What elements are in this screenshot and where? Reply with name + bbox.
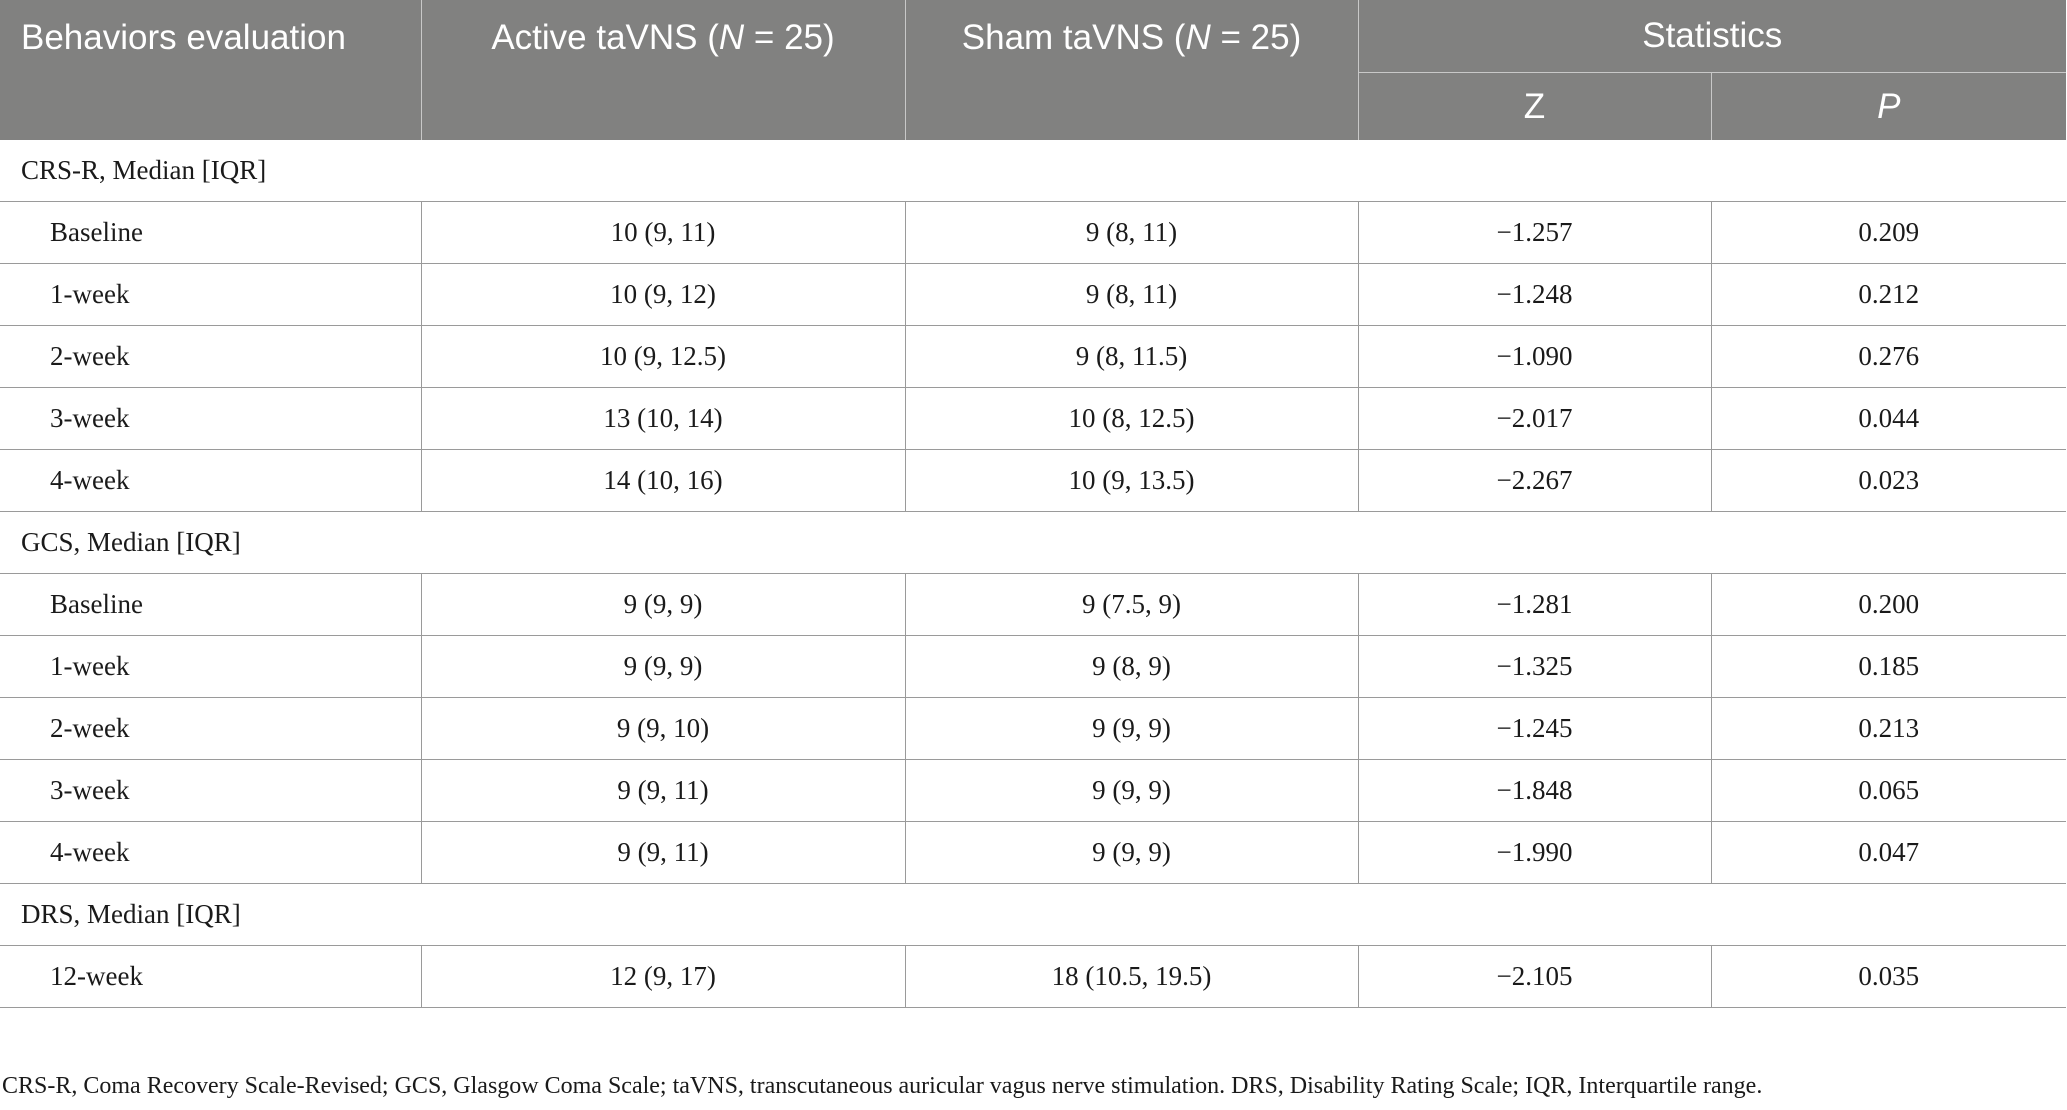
- section-row: [0, 140, 2066, 202]
- table-row: [0, 698, 2066, 760]
- section-row: [0, 512, 2066, 574]
- row-label: 12-week: [0, 946, 421, 1008]
- header-z: Z: [1358, 73, 1711, 141]
- z-value: −1.848: [1358, 760, 1711, 822]
- header-active-prefix: Active taVNS (: [491, 18, 719, 57]
- table-row: [0, 388, 2066, 450]
- row-label: 4-week: [0, 450, 421, 512]
- active-value: 12 (9, 17): [421, 946, 905, 1008]
- p-value: 0.209: [1711, 202, 2066, 264]
- z-value: −2.105: [1358, 946, 1711, 1008]
- sham-value: 9 (7.5, 9): [905, 574, 1358, 636]
- section-row: [0, 884, 2066, 946]
- row-label: Baseline: [0, 574, 421, 636]
- sham-value: 10 (8, 12.5): [905, 388, 1358, 450]
- sham-value: 10 (9, 13.5): [905, 450, 1358, 512]
- table-row: [0, 636, 2066, 698]
- table-row: [0, 264, 2066, 326]
- p-value: 0.047: [1711, 822, 2066, 884]
- sham-value: 18 (10.5, 19.5): [905, 946, 1358, 1008]
- z-value: −1.090: [1358, 326, 1711, 388]
- active-value: 9 (9, 9): [421, 574, 905, 636]
- sham-value: 9 (9, 9): [905, 760, 1358, 822]
- row-label: 3-week: [0, 388, 421, 450]
- active-value: 9 (9, 10): [421, 698, 905, 760]
- header-active-tavns: [421, 0, 905, 140]
- header-statistics: Statistics: [1358, 0, 2066, 73]
- row-label: Baseline: [0, 202, 421, 264]
- section-title: DRS, Median [IQR]: [0, 884, 2066, 946]
- header-sham-suffix: = 25): [1210, 18, 1302, 57]
- p-value: 0.065: [1711, 760, 2066, 822]
- table-row: [0, 822, 2066, 884]
- sham-value: 9 (8, 9): [905, 636, 1358, 698]
- table-row: [0, 946, 2066, 1008]
- sham-value: 9 (9, 9): [905, 822, 1358, 884]
- z-value: −1.990: [1358, 822, 1711, 884]
- header-active-suffix: = 25): [744, 18, 835, 57]
- z-value: −1.325: [1358, 636, 1711, 698]
- table-header: [0, 0, 2066, 140]
- p-value: 0.276: [1711, 326, 2066, 388]
- sham-value: 9 (8, 11): [905, 264, 1358, 326]
- section-title: GCS, Median [IQR]: [0, 512, 2066, 574]
- header-p: P: [1711, 73, 2066, 141]
- table-row: [0, 326, 2066, 388]
- header-sham-prefix: Sham taVNS (: [961, 18, 1186, 57]
- z-value: −1.257: [1358, 202, 1711, 264]
- z-value: −2.017: [1358, 388, 1711, 450]
- table-row: [0, 450, 2066, 512]
- active-value: 10 (9, 12): [421, 264, 905, 326]
- active-value: 9 (9, 11): [421, 760, 905, 822]
- p-value: 0.023: [1711, 450, 2066, 512]
- active-value: 14 (10, 16): [421, 450, 905, 512]
- sham-value: 9 (9, 9): [905, 698, 1358, 760]
- p-value: 0.212: [1711, 264, 2066, 326]
- header-sham-n: N: [1185, 18, 1211, 57]
- row-label: 2-week: [0, 326, 421, 388]
- row-label: 1-week: [0, 636, 421, 698]
- p-value: 0.213: [1711, 698, 2066, 760]
- p-value: 0.035: [1711, 946, 2066, 1008]
- section-title: CRS-R, Median [IQR]: [0, 140, 2066, 202]
- active-value: 9 (9, 11): [421, 822, 905, 884]
- header-behaviors-evaluation: Behaviors evaluation: [0, 0, 421, 140]
- row-label: 2-week: [0, 698, 421, 760]
- table-row: [0, 760, 2066, 822]
- sham-value: 9 (8, 11): [905, 202, 1358, 264]
- z-value: −1.281: [1358, 574, 1711, 636]
- sham-value: 9 (8, 11.5): [905, 326, 1358, 388]
- active-value: 10 (9, 12.5): [421, 326, 905, 388]
- row-label: 1-week: [0, 264, 421, 326]
- table-footnote: CRS-R, Coma Recovery Scale-Revised; GCS, Glasgow Coma Scale; taVNS, transcutaneous auricular vagus nerve stimulation. DRS, Disability Rating Scale; IQR, Interquartile range.: [2, 1073, 1763, 1099]
- active-value: 10 (9, 11): [421, 202, 905, 264]
- header-sham-tavns: [905, 0, 1358, 140]
- table-row: [0, 574, 2066, 636]
- p-value: 0.185: [1711, 636, 2066, 698]
- row-label: 4-week: [0, 822, 421, 884]
- z-value: −1.248: [1358, 264, 1711, 326]
- active-value: 13 (10, 14): [421, 388, 905, 450]
- p-value: 0.044: [1711, 388, 2066, 450]
- z-value: −2.267: [1358, 450, 1711, 512]
- row-label: 3-week: [0, 760, 421, 822]
- table-body: [0, 140, 2066, 1008]
- header-active-n: N: [718, 18, 745, 57]
- p-value: 0.200: [1711, 574, 2066, 636]
- table-row: [0, 202, 2066, 264]
- z-value: −1.245: [1358, 698, 1711, 760]
- active-value: 9 (9, 9): [421, 636, 905, 698]
